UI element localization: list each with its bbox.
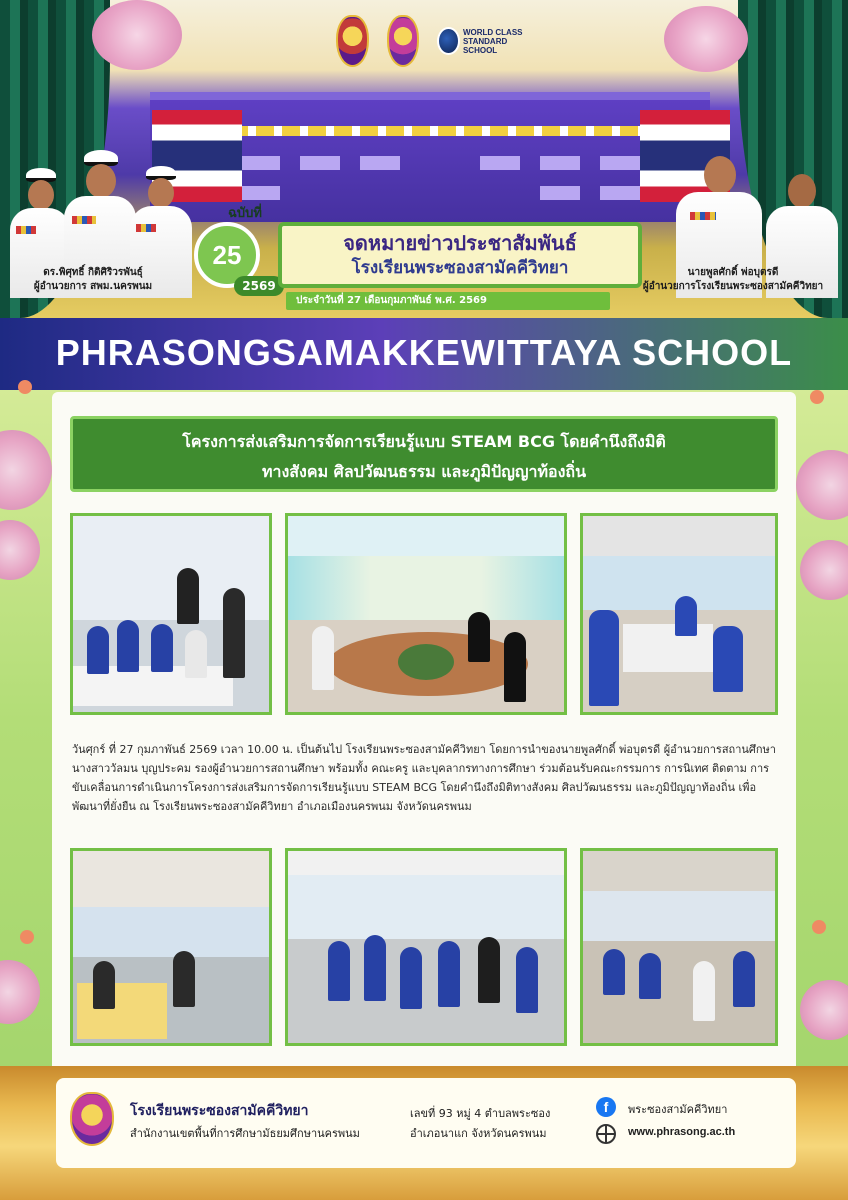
left-official-role: ผู้อำนวยการ สพม.นครพนม [33, 281, 153, 292]
building-window [480, 156, 520, 170]
globe-icon [596, 1124, 616, 1144]
issue-number: 25 [194, 222, 260, 288]
header-logos [336, 10, 526, 72]
right-official-caption [622, 266, 844, 294]
news-body-text: วันศุกร์ ที่ 27 กุมภาพันธ์ 2569 เวลา 10.00 น. เป็นต้นไป โรงเรียนพระซองสามัคคีวิทยา โดยการนำของนายพูลศักดิ์ พ่อบุตรดี ผู้อำนวยการสถานศึกษา นางสาววัลมน บุญประคม รองผู้อำนวยการสถานศึกษา พร้อมทั้ง คณะครู และบุคลากรทางการศึกษา ร่วมต้อนรับคณะกรรมการ การนิเทศ ติดตาม การขับเคลื่อนการดำเนินการโครงการส่งเสริมการจัดการเรียนรู้แบบ STEAM BCG โดยคำนึงถึงมิติทางสังคม ศิลปวัฒนธรรม และภูมิปัญญาท้องถิ่น เพื่อพัฒนาที่ยั่งยืน ณ โรงเรียนพระซองสามัคคีวิทยา อำเภอเมืองนครพนม จังหวัดนครพนม [72, 743, 776, 813]
right-official-role: ผู้อำนวยการโรงเรียนพระซองสามัคคีวิทยา [642, 281, 824, 292]
decorative-flower [664, 6, 748, 72]
decorative-bud [812, 920, 826, 934]
facebook-icon[interactable]: f [596, 1097, 616, 1117]
project-title [70, 416, 778, 492]
obec-seal-icon [336, 15, 369, 67]
project-title-line1: โครงการส่งเสริมการจัดการเรียนรู้แบบ STEAM BCG โดยคำนึงถึงมิติ [182, 432, 666, 451]
school-name-english: PHRASONGSAMAKKEWITTAYA SCHOOL [55, 332, 793, 373]
footer-address-line1: เลขที่ 93 หมู่ 4 ตำบลพระซอง [410, 1107, 551, 1120]
decorative-flower [800, 980, 848, 1040]
right-official-name: นายพูลศักดิ์ พ่อบุตรดี [687, 267, 779, 278]
issue-label: ฉบับที่ [228, 206, 262, 221]
decorative-flower [796, 450, 848, 520]
school-seal-icon [387, 15, 420, 67]
event-photo-6 [580, 848, 778, 1046]
issue-badge [194, 202, 286, 298]
building-window [600, 186, 640, 200]
issue-date: ประจำวันที่ 27 เดือนกุมภาพันธ์ พ.ศ. 2569 [286, 292, 610, 310]
facebook-page-link[interactable]: พระซองสามัคคีวิทยา [628, 1103, 728, 1116]
decorative-flower [800, 540, 848, 600]
project-title-line2: ทางสังคม ศิลปวัฒนธรรม และภูมิปัญญาท้องถิ่น [261, 462, 587, 481]
left-official-name: ดร.พิศุทธิ์ กิติศิริวรพันธุ์ [43, 267, 143, 278]
footer-office-name: สำนักงานเขตพื้นที่การศึกษามัธยมศึกษานครพนม [130, 1127, 360, 1140]
left-official-caption [8, 266, 178, 294]
event-photo-3 [580, 513, 778, 715]
newsletter-title-line2: โรงเรียนพระซองสามัคคีวิทยา [351, 258, 569, 278]
newsletter-title [278, 222, 642, 288]
issue-year: 2569 [234, 276, 284, 296]
building-window [540, 156, 580, 170]
building-window [300, 156, 340, 170]
footer-school-name: โรงเรียนพระซองสามัคคีวิทยา [130, 1103, 309, 1119]
world-class-school-logo [437, 27, 526, 55]
decorative-bud [20, 930, 34, 944]
event-photo-4 [70, 848, 272, 1046]
footer-address-line2: อำเภอนาแก จังหวัดนครพนม [410, 1127, 547, 1140]
wcs-text-line2: STANDARD SCHOOL [462, 36, 508, 55]
building-window [240, 156, 280, 170]
building-window [360, 156, 400, 170]
school-seal-icon [70, 1092, 114, 1146]
event-photo-2 [285, 513, 567, 715]
decorative-flower [0, 960, 40, 1024]
event-photo-5 [285, 848, 567, 1046]
building-window [540, 186, 580, 200]
decorative-bud [810, 390, 824, 404]
globe-icon [437, 27, 460, 55]
decorative-flower [92, 0, 182, 70]
event-photo-1 [70, 513, 272, 715]
website-link[interactable]: www.phrasong.ac.th [628, 1126, 736, 1138]
building-window [240, 186, 280, 200]
footer-box [56, 1078, 796, 1168]
decorative-flower [0, 430, 52, 510]
newsletter-title-line1: จดหมายข่าวประชาสัมพันธ์ [343, 231, 577, 255]
header-banner [0, 0, 848, 318]
decorative-flower [0, 520, 40, 580]
wcs-text-line1: WORLD CLASS [462, 27, 523, 37]
decorative-bud [18, 380, 32, 394]
building-bunting [230, 126, 640, 136]
building-window [600, 156, 640, 170]
